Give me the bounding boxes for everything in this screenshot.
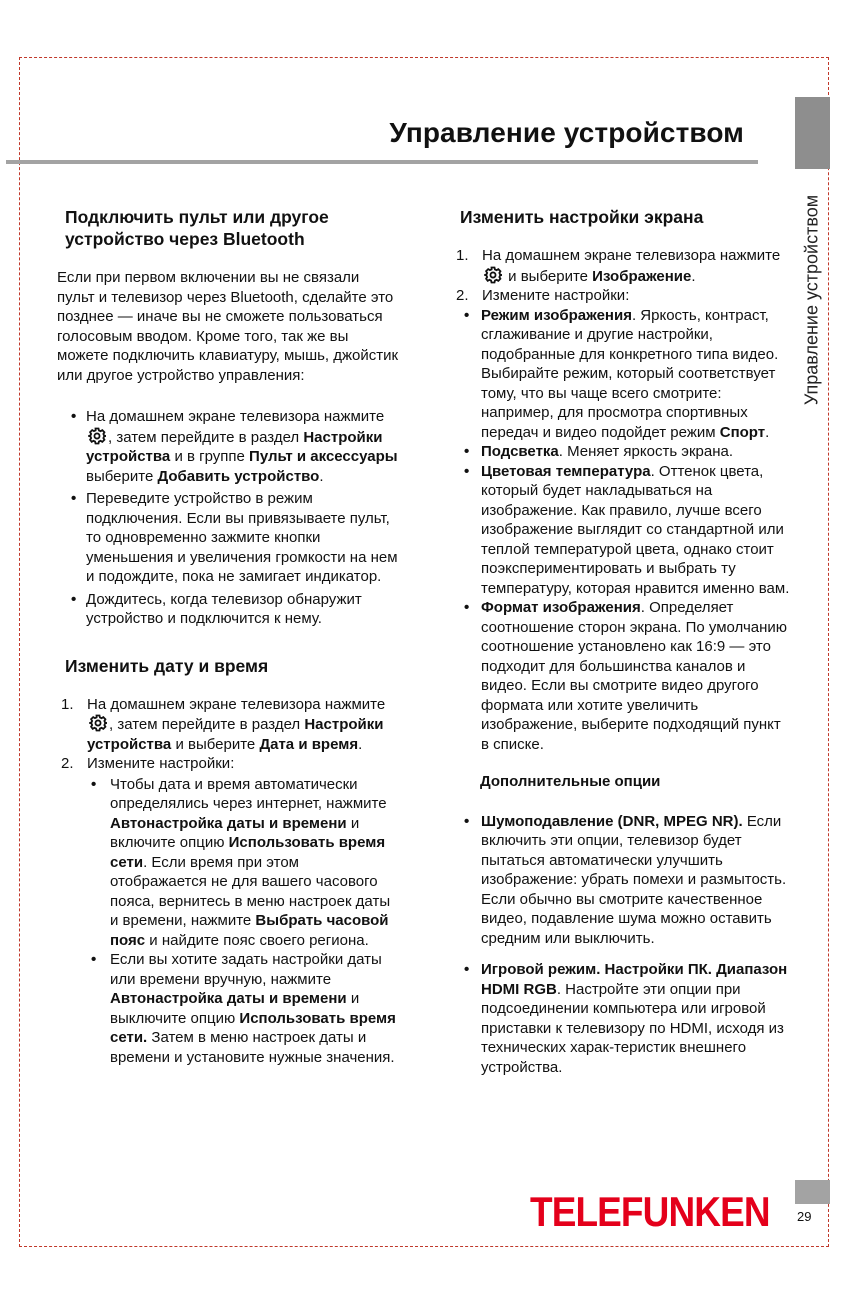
side-tab [795, 97, 830, 169]
left-column [55, 206, 400, 1067]
heading-screen-settings: Изменить настройки экрана [460, 207, 704, 227]
list-item: 1. На домашнем экране телевизора нажмите , затем перейдите в раздел Настройки устройства и выберите Дата и время. [61, 695, 386, 753]
screen-options [450, 306, 790, 755]
list-item: 2. Измените настройки: • Чтобы дата и время автоматически определялись через интернет, нажмите Автонастройка даты и времени и включите опцию Использовать время сети. Если время при этом отображается не для вашего часового пояса, вернитесь в меню настроек даты и времени, нажмите Выбрать часовой пояс и найдите пояс своего региона. • Если вы хотите задать настройки даты или времени вручную, нажмите Автонастройка даты и времени и выключите опцию Использовать время сети. Затем в меню настроек даты и времени и установите нужные значения. [55, 754, 400, 1067]
list-item: • Подсветка. Меняет яркость экрана. [450, 442, 790, 462]
gear-icon [88, 427, 106, 445]
gear-icon [484, 266, 502, 284]
gear-icon [89, 714, 107, 732]
telefunken-logo: TELEFUNKEN [530, 1188, 770, 1235]
list-item: 1. На домашнем экране телевизора нажмите и выберите Изображение. [456, 247, 781, 285]
list-item: • На домашнем экране телевизора нажмите , затем перейдите в раздел Настройки устройства и в группе Пульт и аксессуары выберите Добавить устройство. [55, 407, 400, 486]
heading-date-time: Изменить дату и время [65, 655, 269, 676]
subheading-extra-options: Дополнительные опции [480, 773, 661, 790]
list-item: 2. Измените настройки: [456, 287, 630, 304]
date-time-steps [55, 695, 400, 1068]
page-tab [795, 1180, 830, 1204]
extra-options [450, 812, 790, 1078]
page-title: Управление устройством [389, 117, 744, 148]
bluetooth-intro: Если при первом включении вы не связали пульт и телевизор через Bluetooth, сделайте это позднее — иначе вы не сможете пользоваться голосовым вводом. Кроме того, так же вы можете подключить клавиатуру, мышь, джойстик или другое устройство управления: [57, 269, 399, 384]
list-item: • Игровой режим. Настройки ПК. Диапазон HDMI RGB. Настройте эти опции при подсоединении компьютера или игровой приставки к телевизору по HDMI, исходя из технических харак-теристик внешнего устройства. [450, 960, 790, 1077]
bluetooth-steps [55, 407, 400, 629]
right-column [450, 206, 790, 1089]
list-item: • Цветовая температура. Оттенок цвета, который будет накладываться на изображение. Как правило, лучше всего изображение выглядит со стандартной или теплой температурой цвета, однако стоит поэкспериментировать и выбрать ту температуру, которая нравится именно вам. [450, 462, 790, 599]
list-item: • Формат изображения. Определяет соотношение сторон экрана. По умолчанию соотношение установлено как 16:9 — это подходит для большинства каналов и видео. Если вы смотрите видео другого формата или хотите увеличить изображение, выберите подходящий пункт в списке. [450, 598, 790, 754]
list-item: • Режим изображения. Яркость, контраст, сглаживание и другие настройки, подобранные для конкретного типа видео. Выбирайте режим, который соответствует тому, что вы чаще всего смотрите: например, для просмотра спортивных передач и видео подойдет режим Спорт. [450, 306, 790, 443]
page-number: 29 [797, 1209, 812, 1224]
side-section-label: Управление устройством [801, 194, 822, 406]
heading-bluetooth: Подключить пульт или другое устройство через Bluetooth [65, 207, 329, 249]
date-time-options [87, 775, 400, 1068]
list-item: • Чтобы дата и время автоматически определялись через интернет, нажмите Автонастройка даты и времени и включите опцию Использовать время сети. Если время при этом отображается не для вашего часового пояса, вернитесь в меню настроек даты и времени, нажмите Выбрать часовой пояс и найдите пояс своего региона. [87, 775, 400, 951]
list-item: • Шумоподавление (DNR, MPEG NR). Если включить эти опции, телевизор будет пытаться автоматически улучшить изображение: убрать помехи и размытость. Если обычно вы смотрите качественное видео, подавление шума можно оставить средним или выключить. [450, 812, 790, 949]
list-item: • Переведите устройство в режим подключения. Если вы привязываете пульт, то одновременно зажмите кнопки уменьшения и увеличения громкости на нем и подождите, пока не замигает индикатор. [55, 489, 400, 587]
list-item: • Если вы хотите задать настройки даты или времени вручную, нажмите Автонастройка даты и времени и выключите опцию Использовать время сети. Затем в меню настроек даты и времени и установите нужные значения. [87, 950, 400, 1067]
screen-steps [450, 246, 790, 306]
list-item: • Дождитесь, когда телевизор обнаружит устройство и подключится к нему. [55, 590, 400, 629]
title-rule [6, 160, 758, 164]
